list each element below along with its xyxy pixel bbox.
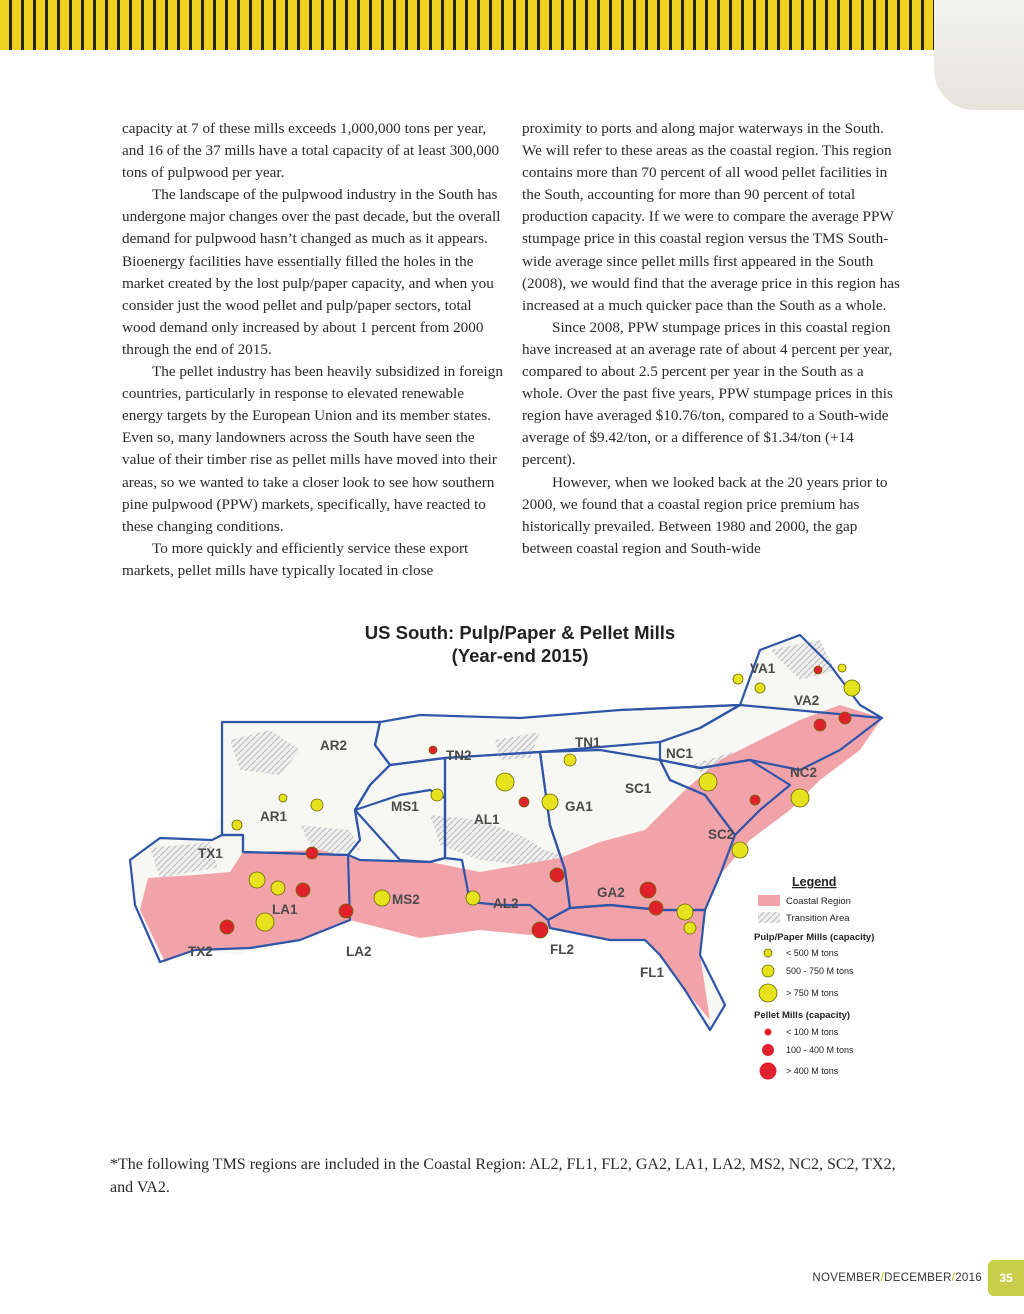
- region-label-fl1: FL1: [640, 965, 665, 980]
- pellet-mill-marker: [550, 868, 564, 882]
- pulp-mill-marker: [431, 789, 443, 801]
- issue-date: NOVEMBER/DECEMBER/2016: [812, 1272, 982, 1284]
- legend-pulp-large-marker: [759, 984, 777, 1002]
- pellet-mill-marker: [339, 904, 353, 918]
- region-label-fl2: FL2: [550, 942, 575, 957]
- region-label-ar1: AR1: [260, 809, 288, 824]
- legend-pulp-small-label: < 500 M tons: [786, 948, 839, 958]
- page-number: 35: [988, 1260, 1024, 1296]
- legend-pulp-medium-label: 500 - 750 M tons: [786, 966, 854, 976]
- map-title: US South: Pulp/Paper & Pellet Mills: [364, 622, 676, 643]
- region-label-tn1: TN1: [575, 735, 601, 750]
- region-label-tx1: TX1: [198, 846, 223, 861]
- region-label-ms1: MS1: [391, 799, 419, 814]
- region-label-ar2: AR2: [320, 738, 348, 753]
- region-label-sc1: SC1: [625, 781, 652, 796]
- region-label-ga1: GA1: [565, 799, 593, 814]
- region-label-ga2: GA2: [597, 885, 625, 900]
- legend-transition-label: Transition Area: [786, 913, 850, 924]
- legend-pellet-small-label: < 100 M tons: [786, 1027, 839, 1037]
- pulp-mill-marker: [256, 913, 274, 931]
- pellet-mill-marker: [814, 719, 826, 731]
- pulp-mill-marker: [232, 820, 242, 830]
- region-label-va1: VA1: [750, 661, 776, 676]
- legend-pulp-medium-marker: [762, 965, 774, 977]
- region-label-tx2: TX2: [188, 944, 213, 959]
- pellet-mill-marker: [296, 883, 310, 897]
- pellet-mill-marker: [814, 666, 822, 674]
- paragraph: The pellet industry has been heavily subsidized in foreign countries, particularly in response to elevated renewable energy targets by the European Union and its member states. Even so, many landowners across the South have seen the value of their timber rise as pellet mills have moved into their areas, so we wanted to take a closer look to see how southern pine pulpwood (PPW) markets, specifically, have reacted to these changing conditions.: [122, 363, 503, 535]
- left-column: [122, 118, 507, 582]
- region-label-al2: AL2: [493, 896, 519, 911]
- pulp-mill-marker: [496, 773, 514, 791]
- map-legend: [754, 875, 874, 1080]
- paragraph: The landscape of the pulpwood industry in the South has undergone major changes over the past decade, but the overall demand for pulpwood hasn’t changed as much as it appears. Bioenergy facilities have essentially filled the holes in the market created by the lost pulp/paper capacity, and when you consider just the wood pellet and pulp/paper sectors, total wood demand only increased by about 1 percent from 2000 through the end of 2015.: [122, 186, 501, 358]
- paragraph: proximity to ports and along major waterways in the South. We will refer to these areas as the coastal region. This region contains more than 70 percent of all wood pellet facilities in the South, accounting for more than 90 percent of total production capacity. If we were to compare the average PPW stumpage price in this coastal region versus the TMS South-wide average since pellet mills first appeared in the South (2008), we would find that the average price in this region has increased at a much quicker pace than the South as a whole.: [522, 120, 900, 314]
- mill-map-figure: [100, 610, 900, 1155]
- region-label-la1: LA1: [272, 902, 298, 917]
- page-footer: [812, 1258, 1024, 1298]
- legend-transition-swatch: [758, 912, 780, 923]
- pulp-mill-marker: [733, 674, 743, 684]
- issue-month-b: DECEMBER: [884, 1272, 952, 1284]
- pellet-mill-marker: [649, 901, 663, 915]
- region-label-la2: LA2: [346, 944, 372, 959]
- pellet-mill-marker: [750, 795, 760, 805]
- pulp-mill-marker: [844, 680, 860, 696]
- pulp-mill-marker: [279, 794, 287, 802]
- pellet-mill-marker: [429, 746, 437, 754]
- paragraph: However, when we looked back at the 20 years prior to 2000, we found that a coastal region price premium has historically prevailed. Between 1980 and 2000, the gap between coastal region and South-wide: [522, 473, 888, 557]
- region-label-al1: AL1: [474, 812, 500, 827]
- banner-corner: [934, 0, 1024, 110]
- pulp-mill-marker: [542, 794, 558, 810]
- pellet-mill-marker: [519, 797, 529, 807]
- paragraph: To more quickly and efficiently service these export markets, pellet mills have typically located in close: [122, 539, 469, 579]
- pulp-mill-marker: [311, 799, 323, 811]
- legend-title: Legend: [792, 875, 837, 889]
- legend-pellet-medium-marker: [762, 1044, 774, 1056]
- legend-pellet-title: Pellet Mills (capacity): [754, 1010, 851, 1021]
- pulp-mill-marker: [838, 664, 846, 672]
- legend-pellet-medium-label: 100 - 400 M tons: [786, 1045, 854, 1055]
- map-svg: [100, 610, 900, 1155]
- pulp-mill-marker: [271, 881, 285, 895]
- legend-pulp-large-label: > 750 M tons: [786, 988, 839, 998]
- pulp-mill-marker: [564, 754, 576, 766]
- pulp-mill-marker: [677, 904, 693, 920]
- legend-pellet-small-marker: [765, 1029, 772, 1036]
- pulp-mill-marker: [699, 773, 717, 791]
- pellet-mill-marker: [220, 920, 234, 934]
- pellet-mill-marker: [839, 712, 851, 724]
- right-column: [522, 118, 907, 560]
- pulp-mill-marker: [791, 789, 809, 807]
- region-label-nc2: NC2: [790, 765, 818, 780]
- pulp-mill-marker: [732, 842, 748, 858]
- paragraph: Since 2008, PPW stumpage prices in this coastal region have increased at an average rate of about 4 percent per year, compared to about 2.5 percent per year in the South as a whole. Over the past five years, PPW stumpage prices in this region have averaged $10.76/ton, compared to a South-wide average of $9.42/ton, or a difference of $1.34/ton (+14 percent).: [522, 318, 893, 469]
- issue-month-a: NOVEMBER: [812, 1272, 881, 1284]
- region-label-nc1: NC1: [666, 746, 694, 761]
- pellet-mill-marker: [306, 847, 318, 859]
- region-label-sc2: SC2: [708, 827, 735, 842]
- pellet-mill-marker: [640, 882, 656, 898]
- footnote: *The following TMS regions are included in the Coastal Region: AL2, FL1, FL2, GA2, LA1, LA2, MS2, NC2, SC2, TX2, and VA2.: [110, 1156, 896, 1196]
- pulp-mill-marker: [466, 891, 480, 905]
- issue-year: 2016: [955, 1272, 982, 1284]
- pulp-mill-marker: [249, 872, 265, 888]
- pulp-mill-marker: [755, 683, 765, 693]
- top-decorative-banner: [0, 0, 1024, 50]
- legend-pulp-title: Pulp/Paper Mills (capacity): [754, 932, 875, 943]
- legend-coastal-label: Coastal Region: [786, 896, 851, 907]
- legend-pellet-large-label: > 400 M tons: [786, 1066, 839, 1076]
- legend-pulp-small-marker: [764, 949, 772, 957]
- legend-coastal-swatch: [758, 895, 780, 906]
- legend-pellet-large-marker: [760, 1063, 777, 1080]
- region-label-ms2: MS2: [392, 892, 420, 907]
- paragraph: capacity at 7 of these mills exceeds 1,000,000 tons per year, and 16 of the 37 mills have a total capacity of at least 300,000 tons of pulpwood per year.: [122, 120, 500, 182]
- region-label-tn2: TN2: [446, 748, 472, 763]
- pellet-mill-marker: [532, 922, 548, 938]
- region-label-va2: VA2: [794, 693, 820, 708]
- pulp-mill-marker: [684, 922, 696, 934]
- pulp-mill-marker: [374, 890, 390, 906]
- map-subtitle: (Year-end 2015): [451, 645, 589, 666]
